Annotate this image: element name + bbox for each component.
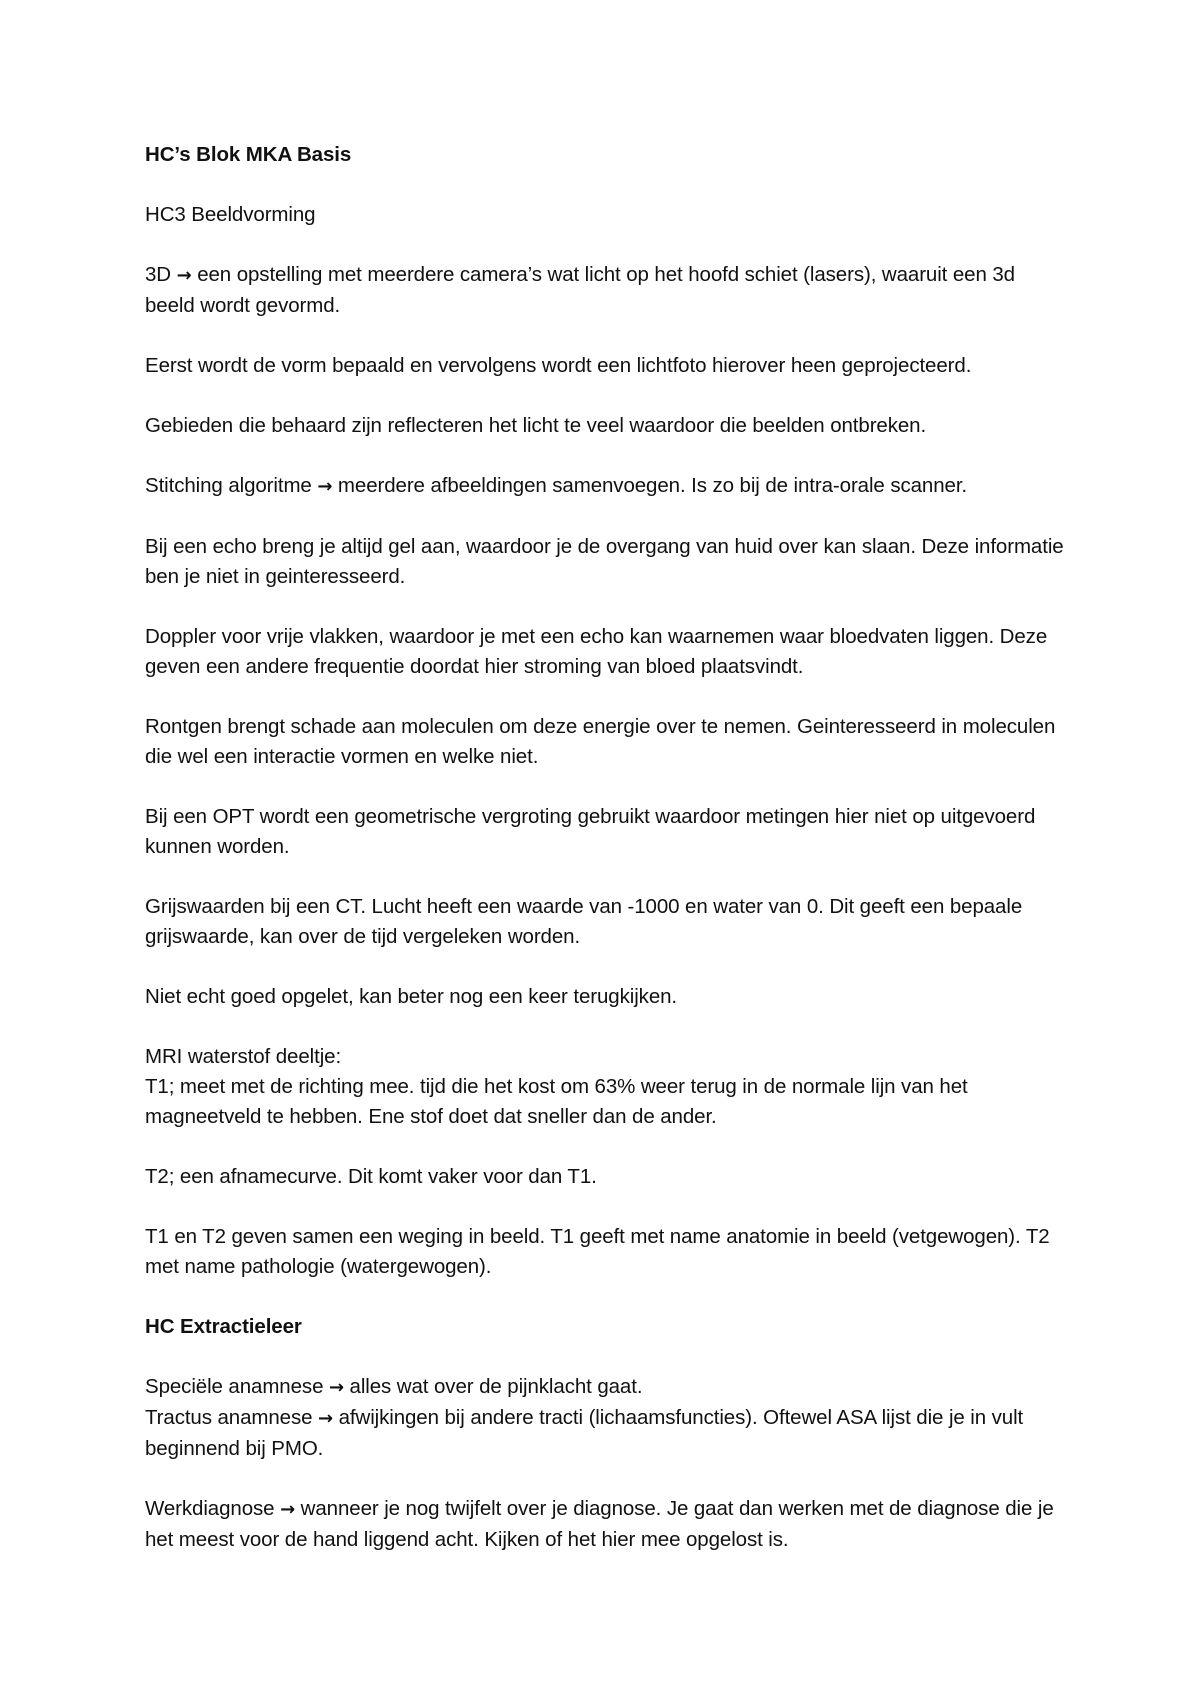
paragraph-text: 3D [145, 263, 177, 286]
arrow-right-icon: → [280, 1499, 296, 1520]
document-title: HC’s Blok MKA Basis [145, 143, 352, 166]
paragraph-t1: T1; meet met de richting mee. tijd die het kost om 63% weer terug in de normale lijn van het magneetveld te hebben. Ene stof doet dat sneller dan de ander. [145, 1075, 968, 1128]
arrow-right-icon: → [328, 1377, 344, 1398]
paragraph-text: wanneer je nog twijfelt over je diagnose. Je gaat dan werken met de diagnose die je het meest voor de hand liggend acht. Kijken of het hier mee opgelost is. [145, 1497, 1054, 1551]
paragraph-rontgen: Rontgen brengt schade aan moleculen om deze energie over te nemen. Geinteresseerd in moleculen die wel een interactie vormen en welke niet. [145, 715, 1056, 768]
paragraph-text: alles wat over de pijnklacht gaat. [343, 1375, 643, 1398]
paragraph-text: Stitching algoritme [145, 474, 318, 497]
section-heading-beeldvorming: HC3 Beeldvorming [145, 203, 316, 226]
paragraph-behaard: Gebieden die behaard zijn reflecteren het licht te veel waardoor die beelden ontbreken. [145, 414, 927, 437]
paragraph-vorm: Eerst wordt de vorm bepaald en vervolgens wordt een lichtfoto hierover heen geprojecteerd. [145, 354, 972, 377]
arrow-right-icon: → [318, 1408, 333, 1429]
section-heading-extractieleer: HC Extractieleer [145, 1315, 302, 1338]
paragraph-tractus-anamnese [145, 1403, 1065, 1464]
paragraph-text: een opstelling met meerdere camera’s wat licht op het hoofd schiet (lasers), waaruit een 3d beeld wordt gevormd. [145, 263, 1015, 317]
paragraph-text: afwijkingen bij andere tracti (lichaamsfuncties). Oftewel ASA lijst die je in vult beginnend bij PMO. [145, 1406, 1024, 1460]
arrow-right-icon: → [317, 476, 333, 497]
paragraph-text: meerdere afbeeldingen samenvoegen. Is zo bij de intra-orale scanner. [332, 474, 968, 497]
paragraph-stitching [145, 471, 1065, 502]
paragraph-werkdiagnose [145, 1494, 1065, 1555]
paragraph-text: Tractus anamnese [145, 1406, 319, 1429]
arrow-right-icon: → [176, 265, 192, 286]
paragraph-doppler: Doppler voor vrije vlakken, waardoor je met een echo kan waarnemen waar bloedvaten liggen. Deze geven een andere frequentie doordat hier stroming van bloed plaatsvindt. [145, 625, 1048, 678]
paragraph-echo: Bij een echo breng je altijd gel aan, waardoor je de overgang van huid over kan slaan. Deze informatie ben je niet in geinteresseerd. [145, 535, 1064, 588]
paragraph-3d [145, 260, 1065, 321]
paragraph-t2: T2; een afnamecurve. Dit komt vaker voor dan T1. [145, 1165, 597, 1188]
paragraph-grijswaarden: Grijswaarden bij een CT. Lucht heeft een waarde van -1000 en water van 0. Dit geeft een bepaale grijswaarde, kan over de tijd vergeleken worden. [145, 895, 1023, 948]
paragraph-opgelet: Niet echt goed opgelet, kan beter nog een keer terugkijken. [145, 985, 678, 1008]
paragraph-opt: Bij een OPT wordt een geometrische vergroting gebruikt waardoor metingen hier niet op uitgevoerd kunnen worden. [145, 805, 1036, 858]
paragraph-text: Werkdiagnose [145, 1497, 281, 1520]
paragraph-speciele-anamnese [145, 1372, 1065, 1403]
document-body [145, 140, 1065, 1585]
paragraph-text: Speciële anamnese [145, 1375, 329, 1398]
paragraph-weging: T1 en T2 geven samen een weging in beeld. T1 geeft met name anatomie in beeld (vetgewogen). T2 met name pathologie (watergewogen). [145, 1225, 1050, 1278]
paragraph-mri-intro: MRI waterstof deeltje: [145, 1045, 342, 1068]
